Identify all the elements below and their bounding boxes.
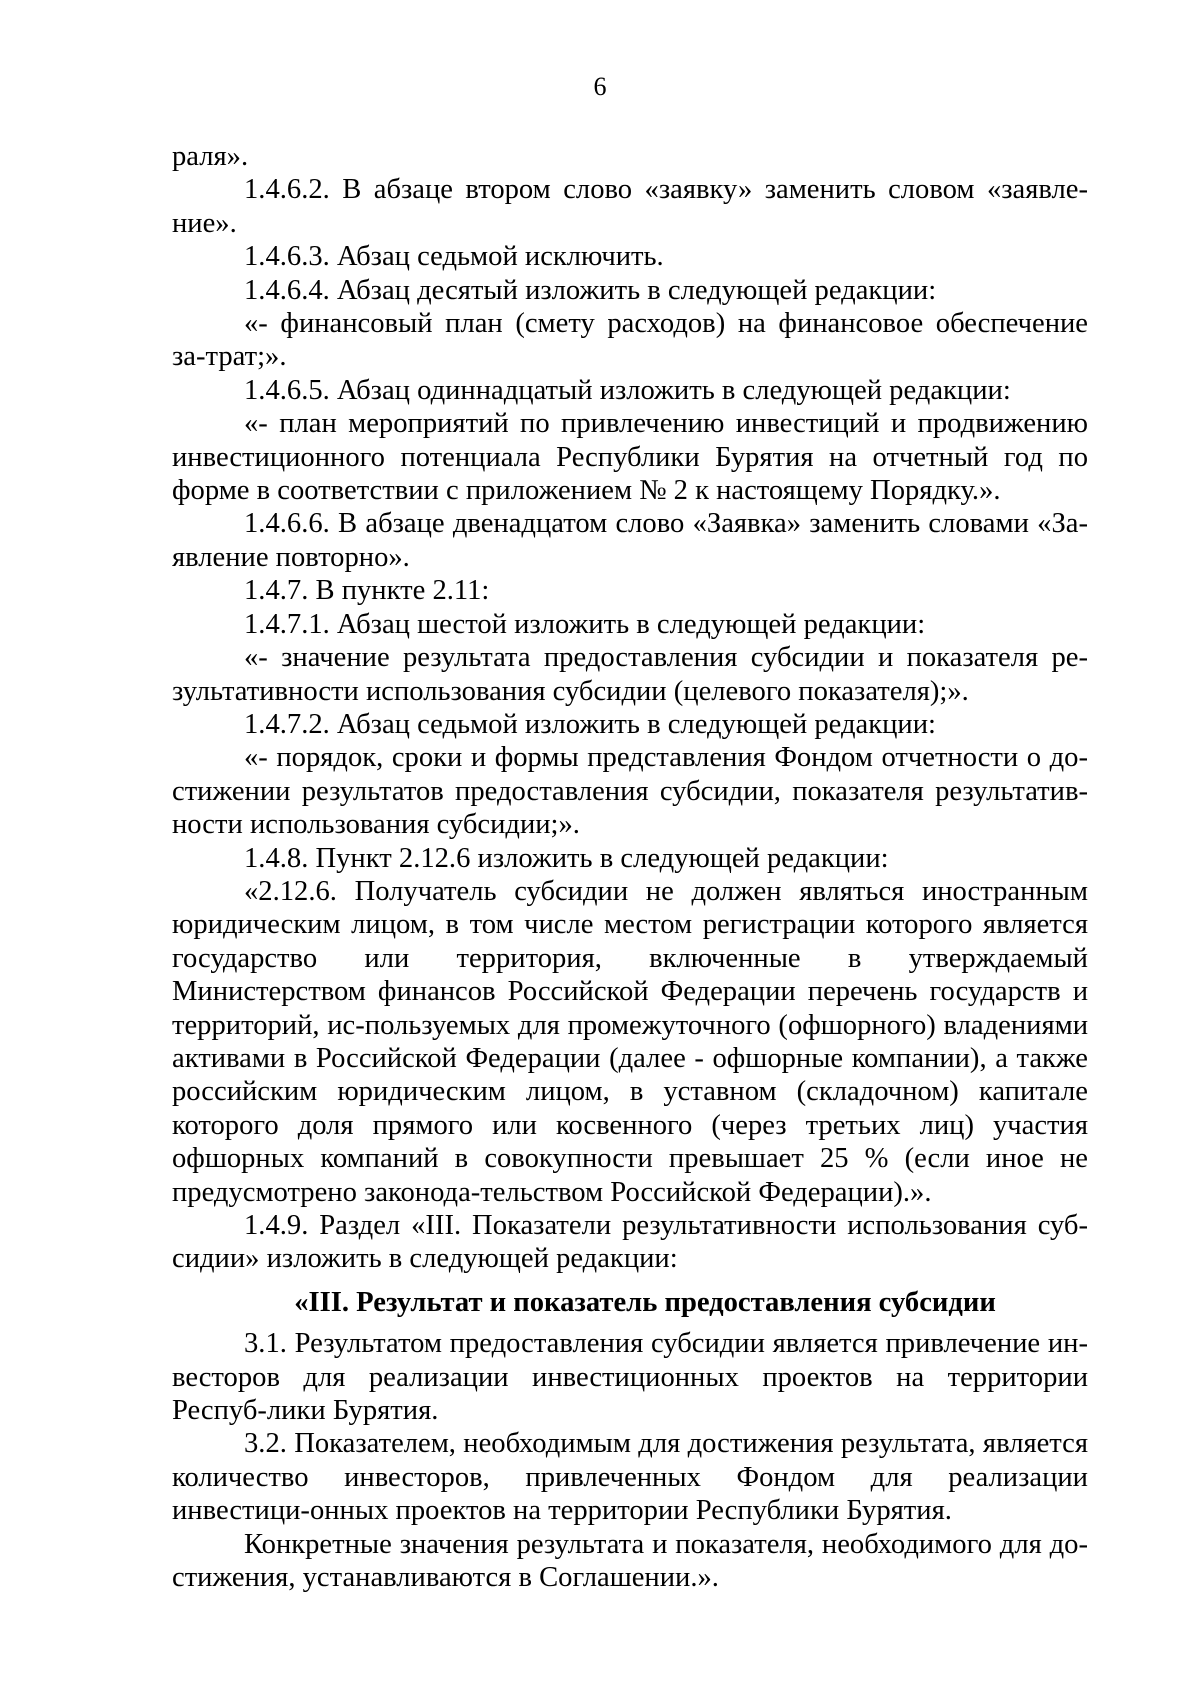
paragraph: «- план мероприятий по привлечению инвестиций и продвижению инвестиционного потенциала Республики Бурятия на отчетный год по форме в соответствии с приложением № 2 к настоящему Порядку.». xyxy=(172,408,1088,507)
paragraph: раля». xyxy=(172,141,249,172)
page-number: 6 xyxy=(593,72,607,101)
paragraph: 1.4.6.6. В абзаце двенадцатом слово «Заявка» заменить словами «За-явление повторно». xyxy=(172,508,1088,573)
paragraph: 1.4.6.2. В абзаце втором слово «заявку» заменить словом «заявле-ние». xyxy=(172,174,1088,239)
section-heading: «III. Результат и показатель предоставления субсидии xyxy=(294,1286,996,1318)
paragraph: «2.12.6. Получатель субсидии не должен являться иностранным юридическим лицом, в том числе местом регистрации которого является государство или территория, включенные в утверждаемый Министерством финансов Российской Федерации перечень государств и территорий, ис-пользуемых для промежуточного (офшорного) владениями активами в Российской Федерации (далее - офшорные компании), а также российским юридическим лицом, в уставном (складочном) капитале которого доля прямого или косвенного (через третьих лиц) участия офшорных компаний в совокупности превышает 25 % (если иное не предусмотрено законода-тельством Российской Федерации).». xyxy=(172,875,1088,1208)
paragraph: 1.4.6.4. Абзац десятый изложить в следующей редакции: xyxy=(244,274,937,306)
paragraph: «- финансовый план (смету расходов) на финансовое обеспечение за-трат;». xyxy=(172,308,1088,373)
paragraph: «- порядок, сроки и формы представления Фондом отчетности о до-стижении результатов предоставления субсидии, показателя результатив-ности использования субсидии;». xyxy=(172,742,1088,841)
paragraph: 1.4.8. Пункт 2.12.6 изложить в следующей редакции: xyxy=(244,842,889,874)
paragraph: 3.1. Результатом предоставления субсидии является привлечение ин-весторов для реализации инвестиционных проектов на территории Респуб-лики Бурятия. xyxy=(172,1328,1088,1427)
paragraph: 1.4.6.5. Абзац одиннадцатый изложить в следующей редакции: xyxy=(244,374,1011,406)
paragraph: 1.4.7.1. Абзац шестой изложить в следующей редакции: xyxy=(244,608,926,640)
paragraph: 1.4.7.2. Абзац седьмой изложить в следующей редакции: xyxy=(244,708,936,740)
paragraph: «- значение результата предоставления субсидии и показателя ре-зультативности использования субсидии (целевого показателя);». xyxy=(172,642,1088,707)
paragraph: 3.2. Показателем, необходимым для достижения результата, является количество инвесторов, привлеченных Фондом для реализации инвестици-онных проектов на территории Республики Бурятия. xyxy=(172,1428,1088,1527)
paragraph: Конкретные значения результата и показателя, необходимого для до-стижения, устанавливаются в Соглашении.». xyxy=(172,1528,1088,1594)
paragraph: 1.4.9. Раздел «III. Показатели результативности использования суб-сидии» изложить в следующей редакции: xyxy=(172,1210,1088,1275)
paragraph: 1.4.6.3. Абзац седьмой исключить. xyxy=(244,241,664,273)
paragraph: 1.4.7. В пункте 2.11: xyxy=(244,575,490,607)
document-body xyxy=(172,140,1088,1594)
